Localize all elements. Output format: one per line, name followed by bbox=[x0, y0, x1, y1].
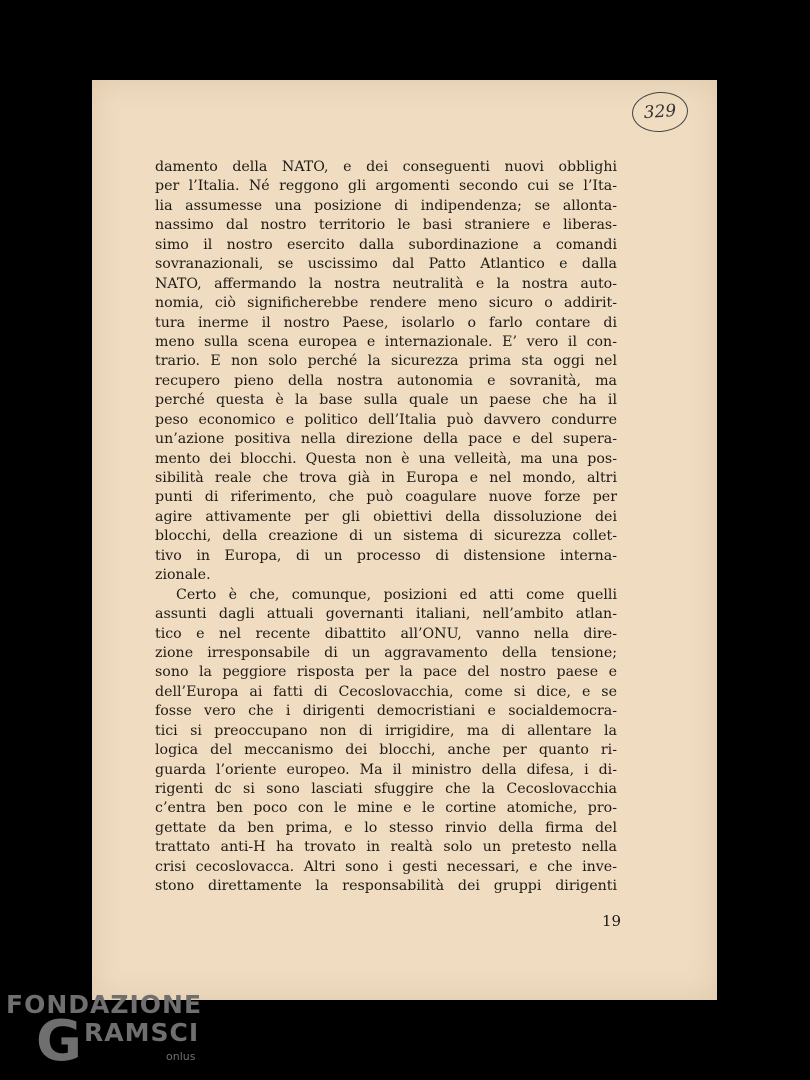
text-line: assunti dagli attuali governanti italiani, nell’ambito atlan- bbox=[155, 606, 617, 623]
text-line: sovranazionali, se uscissimo dal Patto Atlantico e dalla bbox=[155, 256, 617, 273]
fondazione-gramsci-logo bbox=[6, 990, 206, 1080]
text-line: meno sulla scena europea e internazionale. E’ vero il con- bbox=[155, 333, 617, 350]
page-number: 19 bbox=[602, 912, 622, 930]
text-line: trario. E non solo perché la sicurezza prima sta oggi nel bbox=[155, 353, 617, 370]
text-line: zione irresponsabile di un aggravamento della tensione; bbox=[155, 644, 617, 661]
text-line: rigenti dc si sono lasciati sfuggire che la Cecoslovacchia bbox=[155, 781, 617, 797]
text-line: agire attivamente per gli obiettivi della dissoluzione dei bbox=[155, 508, 617, 525]
text-line: gettate da ben prima, e lo stesso rinvio della firma del bbox=[155, 819, 617, 836]
archive-number-stamp: 329 bbox=[631, 90, 690, 134]
logo-initial: G bbox=[36, 1009, 82, 1074]
text-line: simo il nostro esercito dalla subordinazione a comandi bbox=[155, 236, 617, 253]
text-line: perché questa è la base sulla quale un paese che ha il bbox=[155, 392, 617, 409]
text-line: nassimo dal nostro territorio le basi straniere e liberas- bbox=[155, 217, 617, 234]
text-line: peso economico e politico dell’Italia può davvero condurre bbox=[155, 411, 617, 428]
text-line: punti di riferimento, che può coagulare nuove forze per bbox=[155, 489, 617, 506]
text-line: trattato anti-H ha trovato in realtà solo un pretesto nella bbox=[155, 839, 617, 856]
text-line: stono direttamente la responsabilità dei gruppi dirigenti bbox=[155, 878, 617, 895]
text-line: fosse vero che i dirigenti democristiani e socialdemocra- bbox=[155, 703, 617, 720]
text-line: tico e nel recente dibattito all’ONU, vanno nella dire- bbox=[155, 625, 617, 642]
text-line: un’azione positiva nella direzione della pace e del supera- bbox=[155, 431, 617, 448]
text-line: dell’Europa ai fatti di Cecoslovacchia, come si dice, e se bbox=[155, 683, 617, 700]
text-line: recupero pieno della nostra autonomia e sovranità, ma bbox=[155, 372, 617, 389]
document-page bbox=[92, 80, 717, 1000]
text-line: damento della NATO, e dei conseguenti nuovi obblighi bbox=[155, 159, 617, 175]
text-line: tura inerme il nostro Paese, isolarlo o farlo contare di bbox=[155, 314, 617, 331]
text-line: crisi cecoslovacca. Altri sono i gesti necessari, e che inve- bbox=[155, 858, 617, 875]
body-text bbox=[155, 158, 617, 897]
text-line: sibilità reale che trova già in Europa e nel mondo, altri bbox=[155, 470, 617, 486]
logo-sub: onlus bbox=[166, 1050, 196, 1063]
text-line: mento dei blocchi. Questa non è una velleità, ma una pos- bbox=[155, 450, 617, 467]
text-line: logica del meccanismo dei blocchi, anche per quanto ri- bbox=[155, 742, 617, 759]
text-line: c’entra ben poco con le mine e le cortine atomiche, pro- bbox=[155, 800, 617, 817]
text-line: nomia, ciò significherebbe rendere meno sicuro o addirit- bbox=[155, 295, 617, 312]
text-line: sono la peggiore risposta per la pace del nostro paese e bbox=[155, 664, 617, 681]
text-line: tici si preoccupano non di irrigidire, ma di allentare la bbox=[155, 722, 617, 739]
logo-line1: FONDAZIONE bbox=[6, 990, 203, 1019]
text-line: NATO, affermando la nostra neutralità e la nostra auto- bbox=[155, 275, 617, 292]
text-line: lia assumesse una posizione di indipendenza; se allonta- bbox=[155, 197, 617, 214]
text-line: tivo in Europa, di un processo di distensione interna- bbox=[155, 547, 617, 564]
text-line: Certo è che, comunque, posizioni ed atti come quelli bbox=[176, 586, 617, 603]
logo-line2: RAMSCI bbox=[84, 1018, 200, 1047]
text-line: per l’Italia. Né reggono gli argomenti secondo cui se l’Ita- bbox=[155, 178, 617, 195]
text-line: blocchi, della creazione di un sistema di sicurezza collet- bbox=[155, 528, 617, 545]
text-line: guarda l’oriente europeo. Ma il ministro della difesa, i di- bbox=[155, 761, 617, 778]
text-line: zionale. bbox=[155, 567, 211, 584]
